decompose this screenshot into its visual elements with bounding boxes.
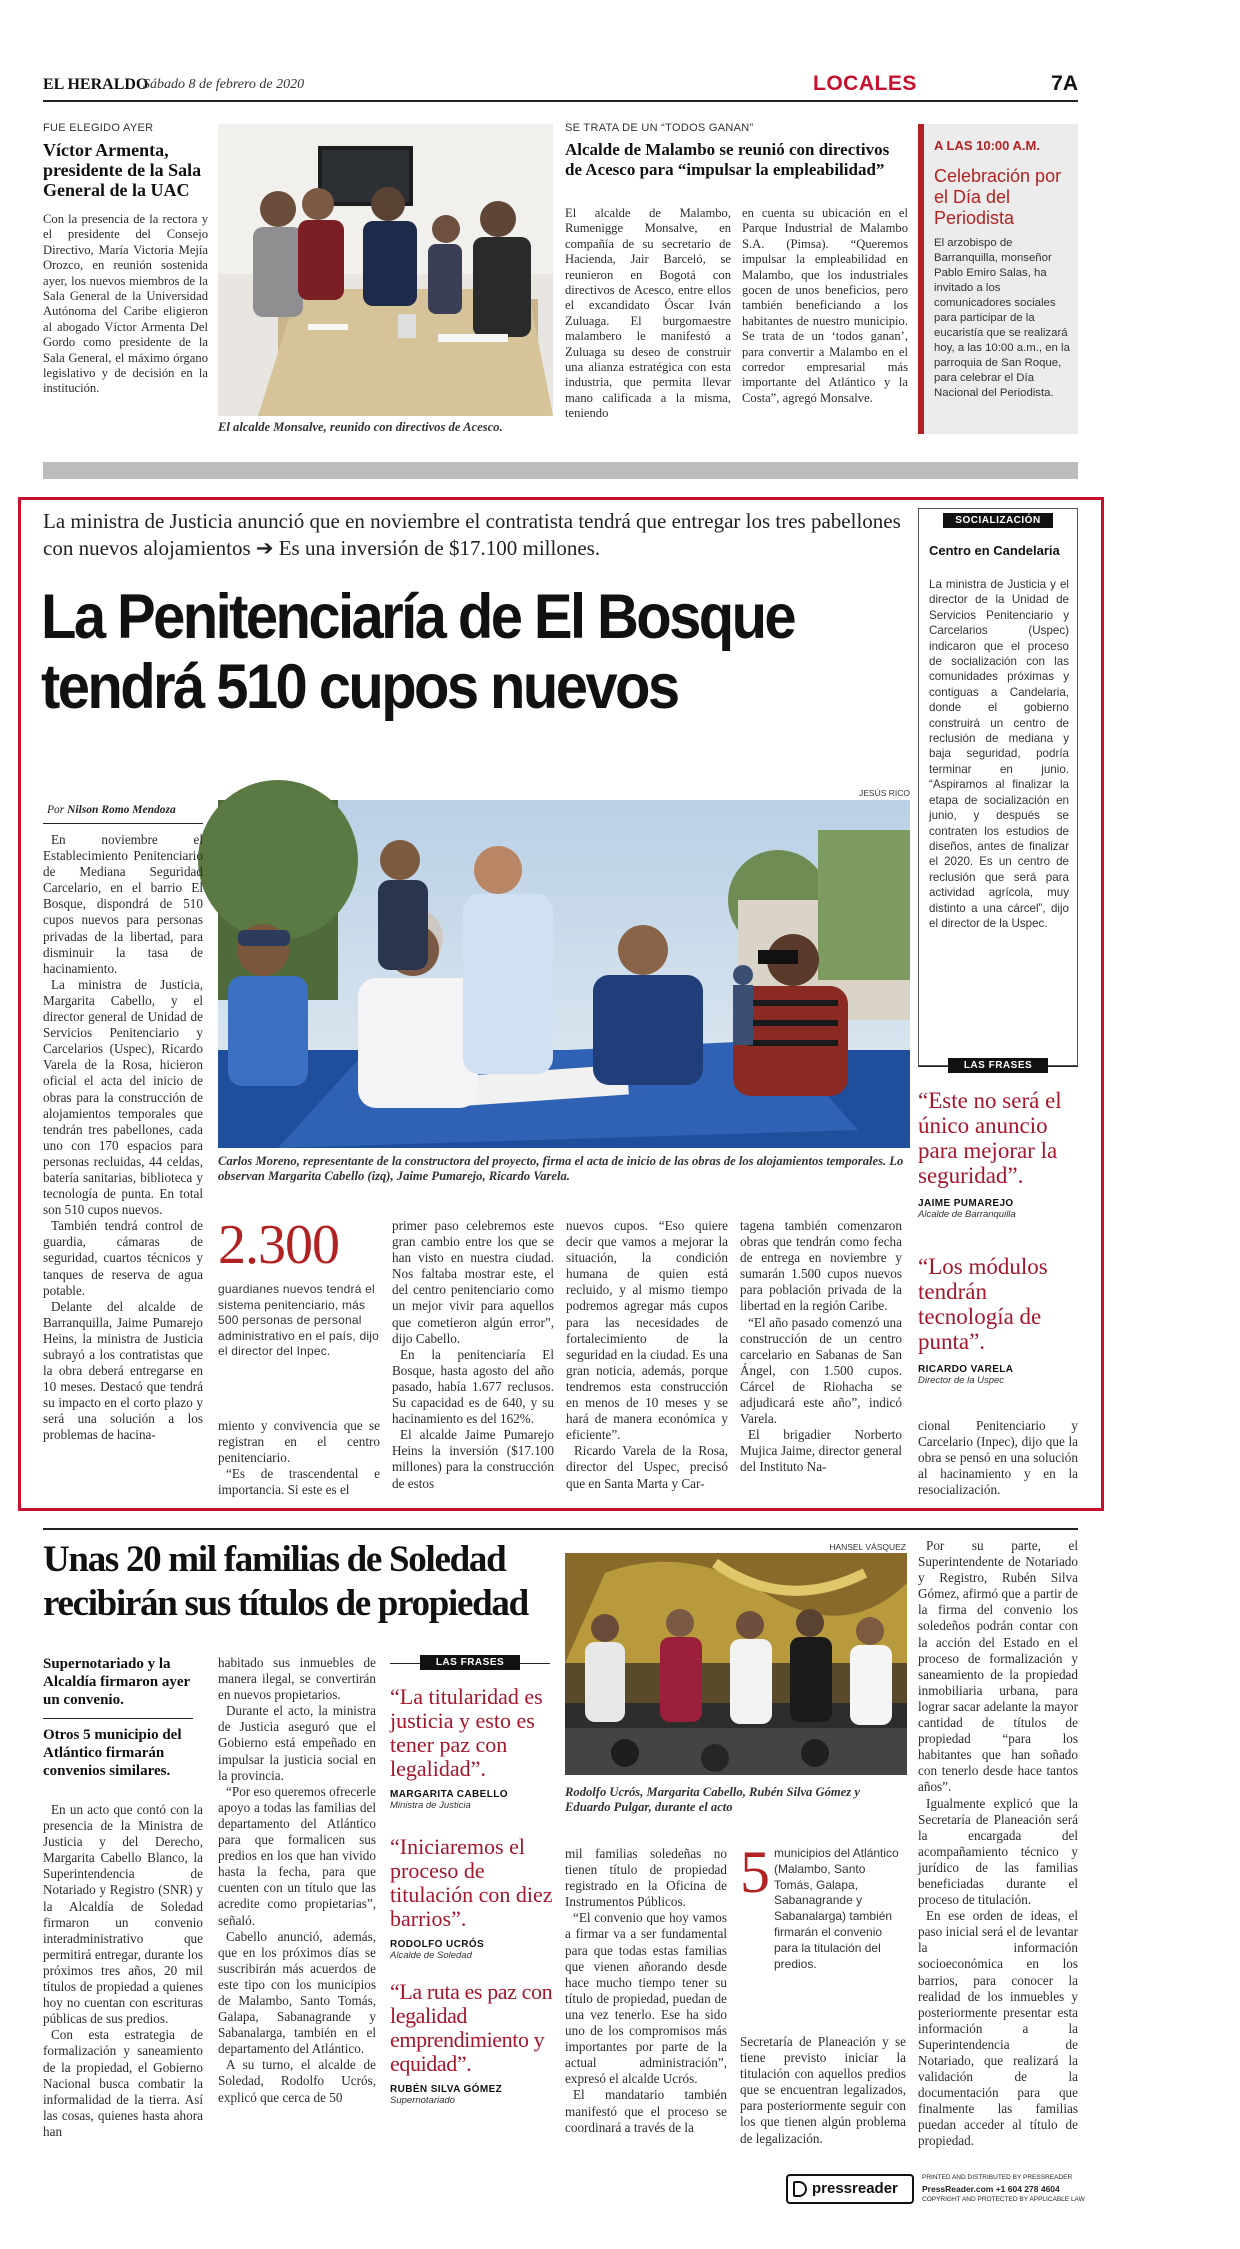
paragraph: El alcalde Jaime Pumarejo Heins la inversión ($17.100 millones) para la construcción de estos xyxy=(392,1427,554,1491)
meeting-photo-image xyxy=(218,124,553,416)
paragraph: “Por eso queremos ofrecerle apoyo a todas las familias del departamento del Atlántico para que formalicen sus predios en los que han vivido hasta la fecha, para que cuenten con un título que las acredite como propietarias”, señaló. xyxy=(218,1783,376,1928)
bottom-col-4 xyxy=(565,1846,727,2135)
paragraph: Por su parte, el Superintendente de Notariado y Registro, Rubén Silva Gómez, afirmó que a partir de la firma del convenio los soledeños podrán contar con la acción del Estado en el proceso de formalización y saneamiento de la propiedad inmobiliaria urbana, para lograr sacar adelante la mayor cantidad de títulos de propiedad “para los habitantes que han soñado con tenerlo desde hace tantos años”. xyxy=(918,1538,1078,1795)
byline-prefix: Por xyxy=(47,804,65,816)
quote-block xyxy=(390,1980,554,2106)
section-name: LOCALES xyxy=(813,72,917,95)
bottom-summary-2: Otros 5 municipio del Atlántico firmarán convenios similares. xyxy=(43,1727,182,1779)
paragraph: A su turno, el alcalde de Soledad, Rodolfo Ucrós, explicó que cerca de 50 xyxy=(218,2057,376,2105)
pressreader-brand: pressreader xyxy=(812,2180,898,2197)
quote-role: Supernotariado xyxy=(390,2095,455,2106)
photo-credit: JESÚS RICO xyxy=(858,788,910,798)
paragraph: habitado sus inmuebles de manera ilegal, se convertirán en nuevos propietarios. xyxy=(218,1655,376,1703)
story-col-2: en cuenta su ubicación en el Parque Industrial de Malambo S.A. (Pimsa). “Queremos impulsar la empleabilidad en Malambo, que los industriales gocen de unos beneficios, pero también beneficiando a los habitantes de nuestro municipio. Se trata de un ‘todos ganan’, para convertir a Malambo en el corredor empresarial más importante del Atlántico y la Costa”, agregó Monsalve. xyxy=(742,206,908,405)
paragraph: nuevos cupos. “Eso quiere decir que vamos a mejorar la situación, la condición humana de quien está recluido, y al mismo tiempo podremos agregar más cupos para las necesidades de fortalecimiento de la seguridad en la ciudad. Es una gran noticia, además, porque tendremos esta construcción en menos de 10 meses y se hará de manera económica y eficiente”. xyxy=(566,1218,728,1443)
paragraph: El brigadier Norberto Mujica Jaime, director general del Instituto Na- xyxy=(740,1427,902,1475)
signing-photo-image xyxy=(218,800,910,1148)
paragraph: Cabello anunció, además, que en los próximos días se suscribirán más acuerdos de este tipo con los municipios de Malambo, Santo Tomás, Galapa, Sabanagrande y Sabanalarga, también en el departamento del Atlántico. xyxy=(218,1928,376,2057)
paragraph: “El convenio que hoy vamos a firmar va a ser fundamental para que todas estas familias que vienen añorando desde hace mucho tiempo tener su título de propiedad, puedan de una vez tenerlo. Ese ha sido uno de los compromisos más importantes por parte de la actual administración”, expresó el alcalde Ucrós. xyxy=(565,1910,727,2087)
meeting-photo xyxy=(218,124,553,416)
quote-block xyxy=(390,1685,554,1811)
top-story-malambo xyxy=(565,122,910,447)
byline-author: Nilson Romo Mendoza xyxy=(67,804,176,816)
quote-role: Ministra de Justicia xyxy=(390,1800,471,1811)
quote-role: Alcalde de Soledad xyxy=(390,1950,472,1961)
event-time: A LAS 10:00 A.M. xyxy=(934,138,1040,153)
paragraph: miento y convivencia que se registran en el centro penitenciario. xyxy=(218,1418,380,1466)
box-tag: SOCIALIZACIÓN xyxy=(943,513,1053,528)
paragraph: El mandatario también manifestó que el proceso se coordinará a través de la xyxy=(565,2087,727,2135)
box-title: Centro en Candelaria xyxy=(929,543,1060,558)
soledad-photo xyxy=(565,1553,907,1775)
quote-block xyxy=(918,1254,1078,1386)
page-number: 7A xyxy=(1051,72,1078,95)
stat-number: 5 xyxy=(740,1839,770,1905)
paragraph: tagena también comenzaron obras que tendrán como fecha de entrega en noviembre y sumarán 1.500 cupos nuevos para población privada de la libertad en la región Caribe. xyxy=(740,1218,902,1314)
main-headline: La Penitenciaría de El Bosque tendrá 510 cupos nuevos xyxy=(41,582,795,722)
quote-text: “La ruta es paz con legalidad emprendimiento y equidad”. xyxy=(390,1979,553,2076)
story-kicker: FUE ELEGIDO AYER xyxy=(43,122,154,134)
paragraph: Durante el acto, la ministra de Justicia aseguró que el Gobierno está empeñado en impulsar la justicia social en la provincia. xyxy=(218,1703,376,1783)
stat-text: municipios del Atlántico (Malambo, Santo Tomás, Galapa, Sabanagrande y Sabanalarga) también firmarán el convenio para la titulación del predios. xyxy=(774,1846,899,1971)
paragraph: Ricardo Varela de la Rosa, director del Uspec, precisó que en Santa Marta y Car- xyxy=(566,1443,728,1491)
frases-bottom xyxy=(390,1655,553,2125)
quote-author: RICARDO VARELA xyxy=(918,1364,1014,1375)
signing-photo xyxy=(218,800,910,1148)
paragraph: En la penitenciaría El Bosque, hasta agosto del año pasado, había 1.677 reclusos. Su capacidad es de 640, y su hacinamiento es del 162%. xyxy=(392,1346,554,1427)
story-kicker: SE TRATA DE UN “TODOS GANAN” xyxy=(565,122,754,134)
quote-text: “Este no será el único anuncio para mejorar la seguridad”. xyxy=(918,1088,1062,1188)
quote-block xyxy=(918,1088,1078,1220)
paragraph: En noviembre el Establecimiento Penitenciario de Mediana Seguridad Carcelario, en el barrio El Bosque, dispondrá de 510 cupos nuevos para personas privadas de la libertad, para disminuir la tasa de hacinamiento. xyxy=(43,832,203,976)
quote-block xyxy=(390,1835,554,1961)
bottom-rule xyxy=(43,1528,1078,1530)
story-headline: Víctor Armenta, presidente de la Sala General de la UAC xyxy=(43,140,202,200)
pressreader-icon xyxy=(793,2181,807,2197)
bottom-col-1 xyxy=(43,1802,203,2139)
footer-line-2: PressReader.com +1 604 278 4604 xyxy=(922,2184,1060,2194)
main-deck: La ministra de Justicia anunció que en noviembre el contratista tendrá que entregar los tres pabellones con nuevos alojamientos ➔ Es una inversión de $17.100 millones. xyxy=(43,509,901,560)
quote-author: JAIME PUMAREJO xyxy=(918,1198,1014,1209)
event-title: Celebración por el Día del Periodista xyxy=(934,166,1062,228)
paragraph: mil familias soledeñas no tienen título de propiedad registrado en la Oficina de Instrumentos Públicos. xyxy=(565,1846,727,1910)
bottom-photo-credit: HANSEL VÁSQUEZ xyxy=(829,1542,906,1552)
bottom-summary-1: Supernotariado y la Alcaldía firmaron ayer un convenio. xyxy=(43,1656,190,1708)
paragraph: Con esta estrategia de formalización y saneamiento de la propiedad, el Gobierno Nacional busca combatir la informalidad de la tierra. Así las cosas, quienes hasta ahora han xyxy=(43,2027,203,2139)
byline-rule xyxy=(43,823,203,824)
stat-block-5 xyxy=(740,1839,906,2016)
paragraph: “Es de trascendental e importancia. Si este es el xyxy=(218,1466,380,1498)
paragraph: La ministra de Justicia, Margarita Cabello, y el director general de Unidad de Servicios Penitenciario y Carcelarios (Uspec), Ricardo Varela de la Rosa, hicieron oficial el acta del inicio de obras para la construcción de alojamientos temporales que tendrán tres pabellones, cada uno con 170 espacios para personas recluidas, 44 celdas, batería sanitarias, biblioteca y tecnología de punta. En total son 510 cupos nuevos. xyxy=(43,976,203,1218)
quote-text: “La titularidad es justicia y esto es tener paz con legalidad”. xyxy=(390,1684,543,1781)
stat-block xyxy=(218,1214,380,1394)
stat-text: guardianes nuevos tendrá el sistema penitenciario, más 500 personas de personal administrativo en el país, dijo el director del Inpec. xyxy=(218,1282,379,1359)
quote-text: “Iniciaremos el proceso de titulación con diez barrios”. xyxy=(390,1834,553,1931)
quote-author: MARGARITA CABELLO xyxy=(390,1789,508,1800)
paragraph: En ese orden de ideas, el paso inicial será el de levantar la información socioeconómica en los barrios, para conocer la realidad de los inmuebles y posteriormente presentar esta información a la Superintendencia de Notariado, que realizará la validación de la documentación para que finalmente las familias puedan acceder al título de propiedad. xyxy=(918,1908,1078,2149)
quote-author: RUBÉN SILVA GÓMEZ xyxy=(390,2084,503,2095)
main-col-6 xyxy=(918,1418,1078,1500)
bottom-headline: Unas 20 mil familias de Soledad recibirán sus títulos de propiedad xyxy=(43,1539,528,1624)
frases-main xyxy=(918,1058,1078,1403)
paragraph: En un acto que contó con la presencia de la Ministra de Justicia y del Derecho, Margarita Cabello Blanco, la Superintendencia de Notariado y Registro (SNR) y la Alcaldía de Soledad firmaron un convenio interadministrativo que permitirá entregar, durante los próximos tres años, 20 mil títulos de propiedad a quienes hoy no cuentan con escrituras públicas de sus predios. xyxy=(43,1802,203,2027)
paragraph: Delante del alcalde de Barranquilla, Jaime Pumarejo Heins, la ministra de Justicia subrayó a los contratistas que la obra deberá entregarse en 10 meses. Destacó que tendrá su impacto en el corto plazo y será una solución a los problemas de hacina- xyxy=(43,1298,203,1443)
main-col-4 xyxy=(566,1218,728,1500)
main-col-2b xyxy=(218,1418,380,1498)
quote-role: Director de la Uspec xyxy=(918,1375,1005,1386)
summary-rule xyxy=(43,1718,193,1719)
frases-tag: LAS FRASES xyxy=(420,1655,520,1670)
paragraph: cional Penitenciario y Carcelario (Inpec), dijo que la obra se pensó en una solución al hacinamiento y en la resocialización. xyxy=(918,1418,1078,1498)
story-body: Con la presencia de la rectora y el presidente del Consejo Directivo, María Victoria Mejía Orozco, en reunión sostenida ayer, los nuevos miembros de la Sala General de la Universidad Autónoma del Caribe eligieron al abogado Víctor Armenta Del Gordo como presidente de la Sala General, el máximo órgano legislativo y de decisión en la institución. xyxy=(43,212,208,396)
signing-photo-caption: Carlos Moreno, representante de la constructora del proyecto, firma el acta de inicio de las obras de los alojamientos temporales. Lo observan Margarita Cabello (izq), Jaime Pumarejo, Ricardo Varela. xyxy=(218,1154,904,1183)
paragraph: primer paso celebremos este gran cambio entre los que se han visto en nuestra ciudad. Nos faltaba mostrar este, el del centro penitenciario como un mejor vivir para aquellos que cometieron algún error”, dijo Cabello. xyxy=(392,1218,554,1346)
paragraph: Secretaría de Planeación y se tiene previsto iniciar la titulación con aquellos predios que se encuentran legalizados, para posteriormente seguir con los que tienen algún problema de legalización. xyxy=(740,2034,906,2146)
socializacion-box xyxy=(918,508,1078,1066)
top-story-armenta xyxy=(43,122,208,442)
stat-number: 2.300 xyxy=(218,1214,339,1276)
event-body: El arzobispo de Barranquilla, monseñor Pablo Emiro Salas, ha invitado a los comunicadores sociales para participar de la eucaristía que se realizará hoy, a las 10:00 a.m., en la parroquia de San Roque, para celebrar el Día Nacional del Periodista. xyxy=(934,237,1070,399)
story-col-1: El alcalde de Malambo, Rumenigge Monsalve, en compañía de su secretario de Hacienda, Jair Barceló, se reunieron en Bogotá con directivos de Acesco, entre ellos el excandidato Óscar Iván Zuluaga. El burgomaestre malambero le manifestó a Zuluaga su deseo de construir una alianza estratégica con esta industria, que permita llevar mano calificada a la misma, teniendo xyxy=(565,206,731,421)
story-headline: Alcalde de Malambo se reunió con directivos de Acesco para “impulsar la empleabilidad” xyxy=(565,140,890,179)
issue-date: Sábado 8 de febrero de 2020 xyxy=(143,77,305,92)
paragraph: También tendrá control de guardia, cámaras de seguridad, cuartos técnicos y tanques de reserva de agua potable. xyxy=(43,1218,203,1298)
section-separator xyxy=(43,462,1078,479)
pressreader-logo xyxy=(786,2174,914,2204)
box-body: La ministra de Justicia y el director de la Unidad de Servicios Penitenciario y Carcelarios (Uspec) indicaron que el proceso de socialización con las comunidades próximas y contiguas a Candelaria, donde el gobierno construirá un centro de reclusión de mediana y baja seguridad, podría terminar en junio. “Aspiramos al finalizar la etapa de socialización en junio, y después se contraten los estudios de diseños, antes de finalizar el 2020. Es un centro de reclusión que será para actividad agrícola, muy distinto a una cárcel”, dijo el director de la Uspec. xyxy=(929,578,1069,930)
event-sidebar xyxy=(918,124,1078,434)
paragraph: “El año pasado comenzó una construcción de un centro carcelario en Sabanas de San Ángel, con 1.500 cupos. Cárcel de Riohacha se adjudicará este año”, indicó Varela. xyxy=(740,1314,902,1427)
paragraph: Igualmente explicó que la Secretaría de Planeación será la encargada del acompañamiento técnico y jurídico de las familias beneficiadas durante el proceso de titulación. xyxy=(918,1795,1078,1908)
soledad-photo-caption: Rodolfo Ucrós, Margarita Cabello, Rubén Silva Gómez y Eduardo Pulgar, durante el acto xyxy=(565,1785,860,1814)
footer-line-3: COPYRIGHT AND PROTECTED BY APPLICABLE LAW xyxy=(922,2196,1085,2203)
quote-role: Alcalde de Barranquilla xyxy=(918,1209,1016,1220)
masthead-rule xyxy=(43,100,1078,102)
soledad-photo-image xyxy=(565,1553,907,1775)
meeting-photo-caption: El alcalde Monsalve, reunido con directivos de Acesco. xyxy=(218,420,503,434)
main-col-3 xyxy=(392,1218,554,1500)
bottom-col-6 xyxy=(918,1538,1078,2149)
bottom-col-2 xyxy=(218,1655,376,2125)
bottom-col-5 xyxy=(740,2034,906,2146)
paper-name: EL HERALDO xyxy=(43,76,149,93)
frases-tag: LAS FRASES xyxy=(948,1058,1048,1073)
pressreader-footer xyxy=(786,2170,1086,2208)
main-col-1 xyxy=(43,832,203,1499)
quote-author: RODOLFO UCRÓS xyxy=(390,1939,485,1950)
quote-text: “Los módulos tendrán tecnología de punta”. xyxy=(918,1254,1048,1354)
main-col-5 xyxy=(740,1218,902,1500)
footer-line-1: PRINTED AND DISTRIBUTED BY PRESSREADER xyxy=(922,2174,1073,2181)
